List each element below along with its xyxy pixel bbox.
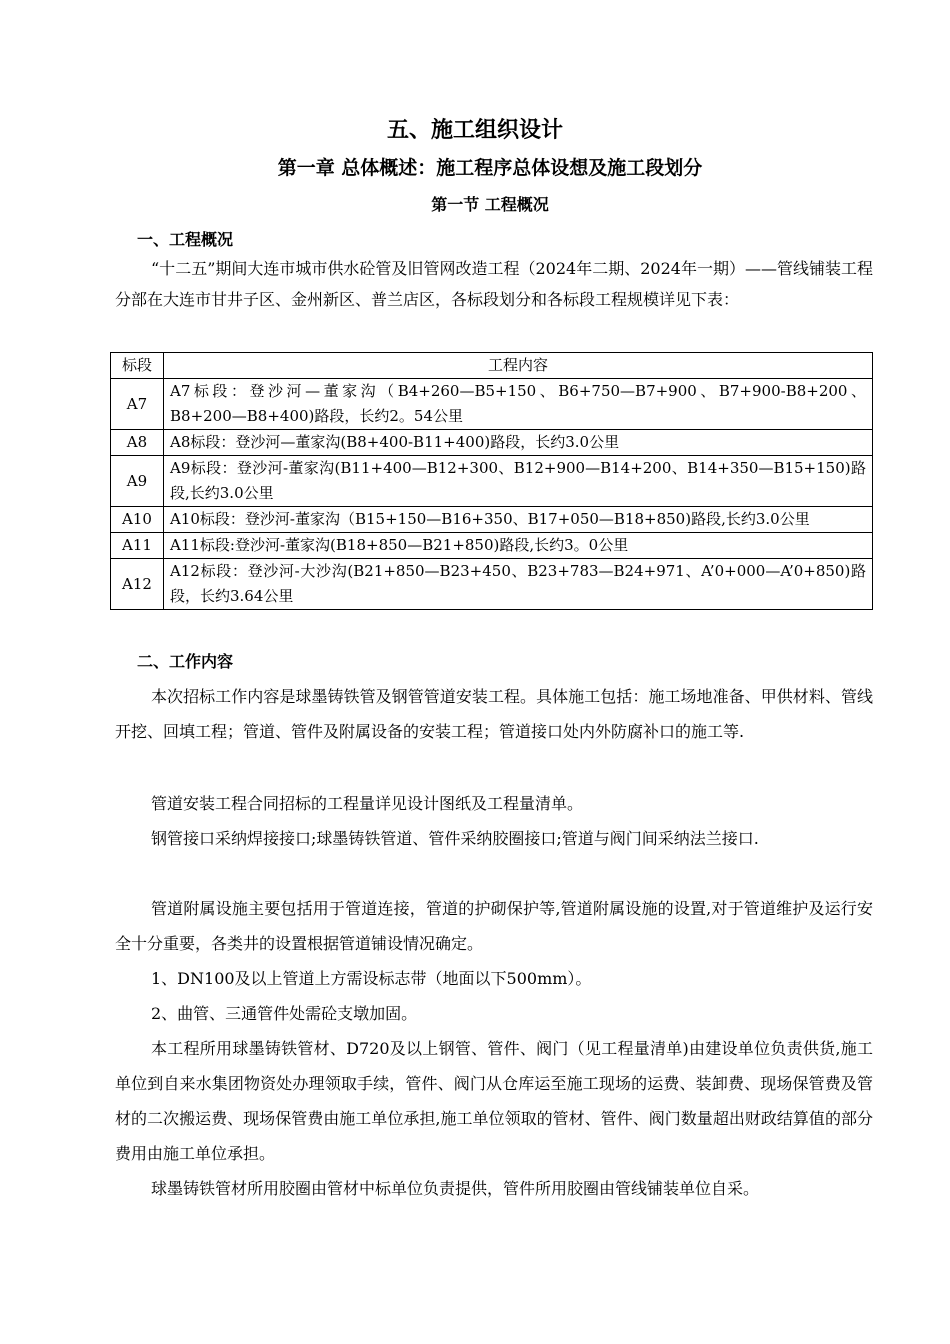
- row-content: A8标段：登沙河—董家沟(B8+400-B11+400)路段，长约3.0公里: [164, 430, 873, 456]
- paragraph: 本工程所用球墨铸铁管材、D720及以上钢管、管件、阀门（见工程量清单)由建设单位负责供货,施工单位到自来水集团物资处办理领取手续，管件、阀门从仓库运至施工现场的运费、装卸费、现场保管费及管材的二次搬运费、现场保管费由施工单位承担,施工单位领取的管材、管件、阀门数量超出财政结算值的部分费用由施工单位承担。: [115, 1039, 873, 1163]
- paragraph: 球墨铸铁管材所用胶圈由管材中标单位负责提供，管件所用胶圈由管线铺装单位自采。: [151, 1179, 760, 1198]
- part1-heading: 一、工程概况: [137, 230, 234, 249]
- table-row: [111, 559, 873, 610]
- table-row: [111, 533, 873, 559]
- row-content: A10标段：登沙河-董家沟（B15+150—B16+350、B17+050—B18+850)路段,长约3.0公里: [164, 507, 873, 533]
- table-row: [111, 430, 873, 456]
- table-row: [111, 379, 873, 430]
- paragraph: 1、DN100及以上管道上方需设标志带（地面以下500mm）。: [151, 969, 592, 988]
- paragraph: 2、曲管、三通管件处需砼支墩加固。: [151, 1004, 418, 1023]
- table-row: [111, 507, 873, 533]
- row-content: A7标段：登沙河—董家沟（B4+260—B5+150、B6+750—B7+900、B7+900-B8+200、B8+200—B8+400)路段，长约2。54公里: [164, 379, 873, 430]
- row-code: A11: [111, 533, 164, 559]
- paragraph: 管道安装工程合同招标的工程量详见设计图纸及工程量清单。: [151, 794, 584, 813]
- row-code: A10: [111, 507, 164, 533]
- row-content: A11标段:登沙河-董家沟(B18+850—B21+850)路段,长约3。0公里: [164, 533, 873, 559]
- paragraph: 本次招标工作内容是球墨铸铁管及钢管管道安装工程。具体施工包括：施工场地准备、甲供材料、管线开挖、回填工程；管道、管件及附属设备的安装工程；管道接口处内外防腐补口的施工等.: [115, 687, 873, 741]
- header-code: 标段: [111, 353, 164, 379]
- section-heading: 第一节 工程概况: [431, 195, 549, 214]
- row-content: A12标段：登沙河-大沙沟(B21+850—B23+450、B23+783—B24+971、A’0+000—A’0+850)路段，长约3.64公里: [164, 559, 873, 610]
- paragraph: 管道附属设施主要包括用于管道连接，管道的护砌保护等,管道附属设施的设置,对于管道维护及运行安全十分重要，各类井的设置根据管道铺设情况确定。: [115, 899, 873, 953]
- part1-intro: “十二五”期间大连市城市供水砼管及旧管网改造工程（2024年二期、2024年一期）——管线铺装工程分部在大连市甘井子区、金州新区、普兰店区，各标段划分和各标段工程规模详见下表：: [115, 259, 873, 309]
- row-code: A7: [111, 379, 164, 430]
- table-header-row: [111, 353, 873, 379]
- row-code: A9: [111, 456, 164, 507]
- header-content: 工程内容: [164, 353, 873, 379]
- row-code: A8: [111, 430, 164, 456]
- chapter-heading: 第一章 总体概述：施工程序总体设想及施工段划分: [277, 157, 703, 179]
- paragraph: 钢管接口采纳焊接接口;球墨铸铁管道、管件采纳胶圈接口;管道与阀门间采纳法兰接口.: [151, 829, 759, 848]
- part2-heading: 二、工作内容: [137, 652, 234, 671]
- bid-section-table: [110, 352, 873, 610]
- row-content: A9标段：登沙河-董家沟(B11+400—B12+300、B12+900—B14+200、B14+350—B15+150)路段,长约3.0公里: [164, 456, 873, 507]
- document-title: 五、施工组织设计: [386, 118, 563, 143]
- table-row: [111, 456, 873, 507]
- row-code: A12: [111, 559, 164, 610]
